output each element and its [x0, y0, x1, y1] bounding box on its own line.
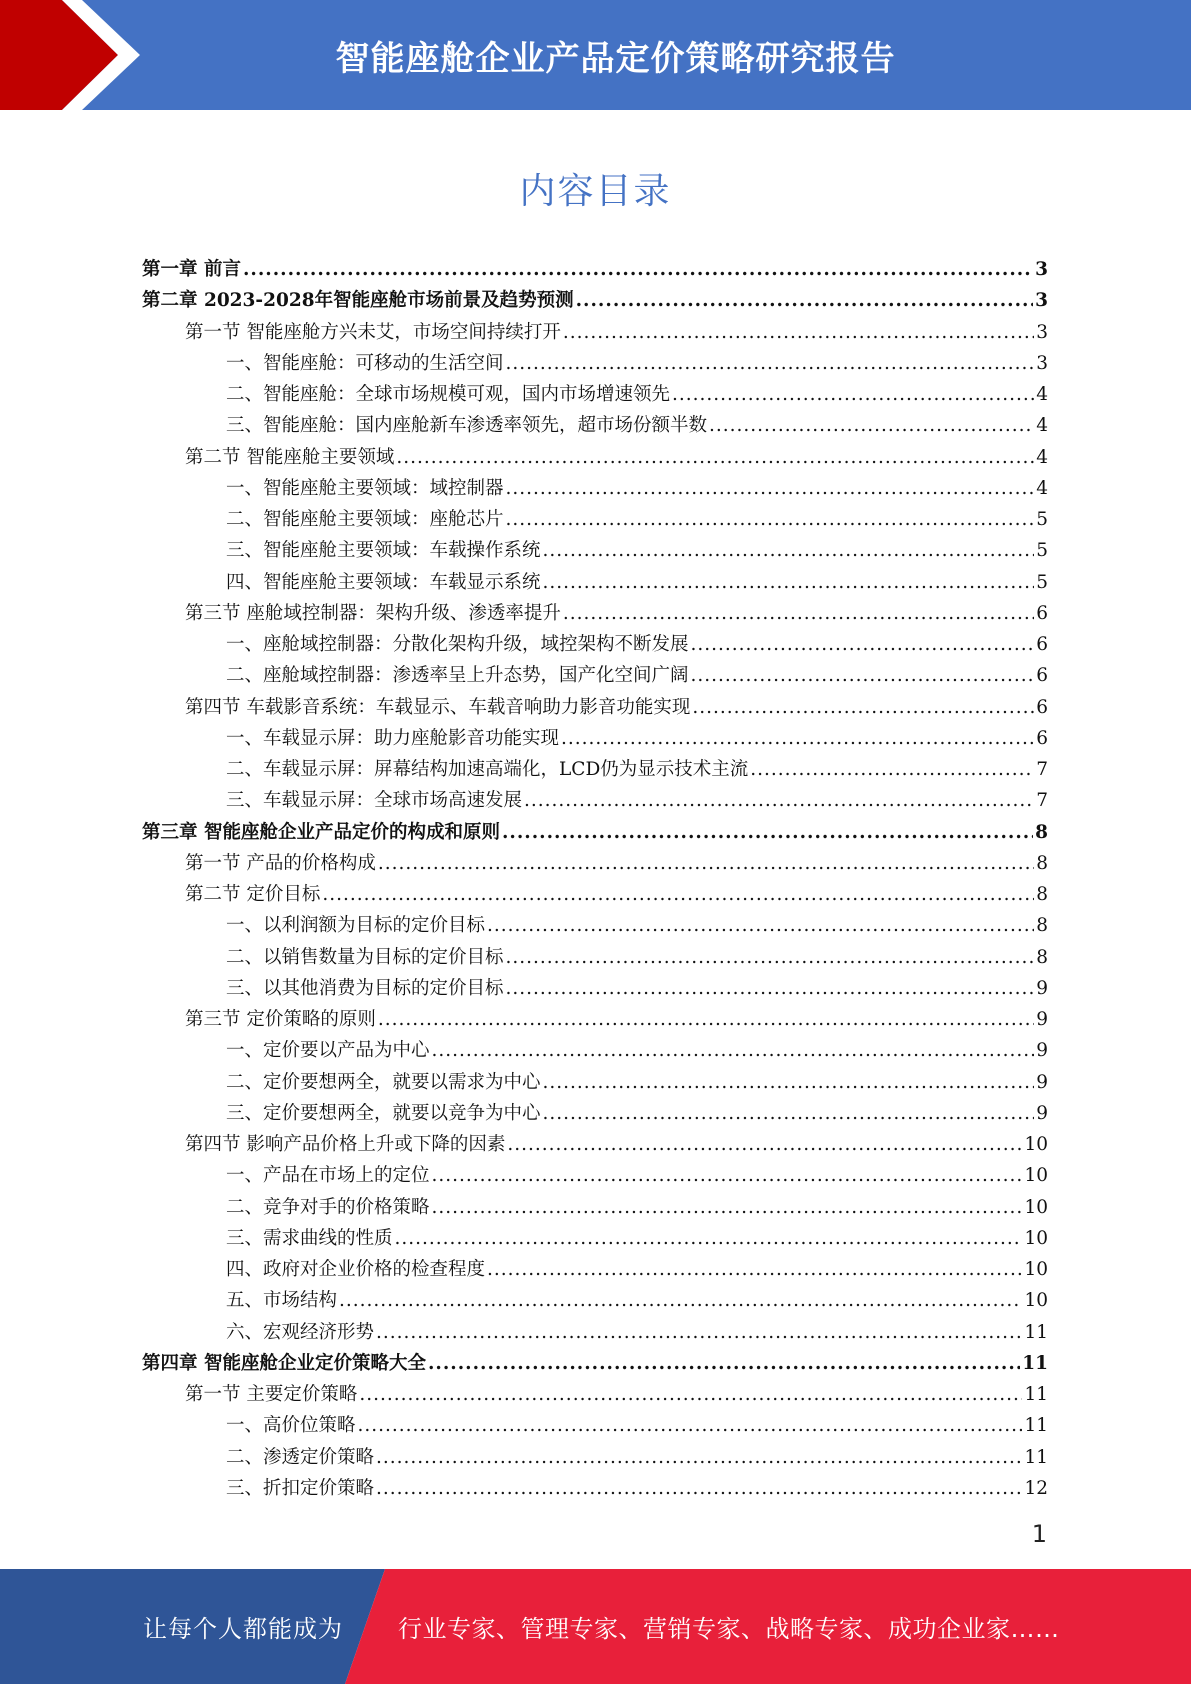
toc-entry-title: 第一章 前言 [142, 259, 241, 280]
toc-entry-page: 8 [1036, 852, 1048, 874]
toc-entry[interactable] [142, 285, 1048, 316]
toc-entry[interactable] [142, 1379, 1048, 1410]
toc-dot-leader [432, 1192, 1023, 1223]
toc-entry-title: 第二章 2023-2028年智能座舱市场前景及趋势预测 [142, 290, 574, 312]
footer-slogan-left: 让每个人都能成为 [143, 1615, 343, 1643]
toc-dot-leader [376, 1317, 1022, 1348]
toc-entry-title: 三、智能座舱：国内座舱新车渗透率领先，超市场份额半数 [226, 415, 708, 437]
toc-dot-leader [378, 1004, 1034, 1035]
toc-dot-leader [339, 1285, 1022, 1316]
toc-entry-page: 10 [1024, 1134, 1048, 1155]
toc-entry-title: 三、智能座舱主要领域：车载操作系统 [226, 540, 541, 562]
toc-entry[interactable] [142, 1410, 1048, 1441]
toc-entry-title: 四、政府对企业价格的检查程度 [226, 1259, 486, 1280]
toc-dot-leader [432, 1160, 1023, 1191]
toc-entry-page: 11 [1024, 1384, 1048, 1405]
toc-entry-title: 三、定价要想两全，就要以竞争为中心 [226, 1102, 541, 1124]
toc-entry-title: 第一节 主要定价策略 [185, 1384, 358, 1405]
report-header [0, 0, 1191, 110]
toc-entry[interactable] [142, 754, 1048, 785]
toc-entry-title: 一、产品在市场上的定位 [226, 1165, 430, 1187]
toc-entry-title: 二、定价要想两全，就要以需求为中心 [226, 1071, 541, 1093]
toc-entry-title: 一、智能座舱主要领域：域控制器 [226, 477, 504, 499]
toc-entry-page: 8 [1036, 946, 1048, 968]
toc-entry[interactable] [142, 629, 1048, 660]
toc-entry-page: 3 [1035, 290, 1048, 312]
page-number: 1 [1031, 1520, 1047, 1548]
toc-entry-title: 一、以利润额为目标的定价目标 [226, 915, 486, 937]
toc-entry-title: 二、智能座舱主要领域：座舱芯片 [226, 509, 504, 530]
toc-entry-title: 二、竞争对手的价格策略 [226, 1196, 430, 1218]
toc-entry[interactable] [142, 1473, 1048, 1504]
toc-entry-title: 第一节 智能座舱方兴未艾，市场空间持续打开 [185, 321, 561, 343]
toc-entry-page: 4 [1036, 477, 1048, 499]
toc-entry-page: 11 [1024, 1321, 1048, 1343]
toc-entry-title: 一、定价要以产品为中心 [226, 1040, 430, 1062]
toc-entry-title: 第三节 座舱域控制器：架构升级、渗透率提升 [185, 602, 561, 624]
toc-entry-title: 二、以销售数量为目标的定价目标 [226, 946, 504, 968]
toc-entry-title: 一、智能座舱：可移动的生活空间 [226, 352, 504, 374]
toc-entry-title: 第二节 智能座舱主要领域 [185, 446, 395, 468]
toc-entry-page: 4 [1036, 384, 1048, 405]
toc-entry-page: 10 [1024, 1290, 1048, 1312]
toc-entry[interactable] [142, 660, 1048, 691]
toc-entry-title: 四、智能座舱主要领域：车载显示系统 [226, 571, 541, 593]
toc-entry-page: 3 [1036, 352, 1048, 374]
toc-dot-leader [576, 285, 1034, 316]
toc-entry-page: 8 [1036, 915, 1048, 937]
toc-dot-leader [524, 785, 1034, 816]
toc-dot-leader [543, 567, 1035, 598]
toc-entry-title: 第四节 车载影音系统：车载显示、车载音响助力影音功能实现 [185, 696, 691, 718]
toc-entry[interactable] [142, 1098, 1048, 1129]
toc-entry-title: 一、车载显示屏：助力座舱影音功能实现 [226, 727, 560, 749]
toc-entry[interactable] [142, 848, 1048, 879]
toc-dot-leader [543, 1098, 1035, 1129]
toc-entry-page: 12 [1024, 1477, 1048, 1499]
toc-entry-title: 第三节 定价策略的原则 [185, 1009, 376, 1030]
toc-entry-page: 8 [1036, 884, 1048, 905]
toc-dot-leader [432, 1035, 1035, 1066]
toc-entry-title: 第四节 影响产品价格上升或下降的因素 [185, 1134, 506, 1155]
toc-entry-page: 11 [1024, 1446, 1048, 1468]
toc-entry[interactable] [142, 785, 1048, 816]
toc-dot-leader [692, 692, 1034, 723]
toc-entry-title: 三、以其他消费为目标的定价目标 [226, 977, 504, 999]
toc-entry-title: 一、高价位策略 [226, 1415, 356, 1437]
toc-entry[interactable] [142, 535, 1048, 566]
toc-entry-page: 4 [1036, 446, 1048, 468]
toc-entry[interactable] [142, 1129, 1048, 1160]
toc-entry-page: 10 [1024, 1196, 1048, 1218]
toc-entry-page: 4 [1036, 415, 1048, 437]
toc-entry-title: 第三章 智能座舱企业产品定价的构成和原则 [142, 821, 500, 843]
toc-dot-leader [487, 1254, 1022, 1285]
toc-entry-title: 三、需求曲线的性质 [226, 1227, 393, 1249]
toc-dot-leader [506, 973, 1035, 1004]
toc-dot-leader [378, 848, 1034, 879]
toc-dot-leader [691, 629, 1035, 660]
toc-dot-leader [376, 1473, 1022, 1504]
toc-entry[interactable] [142, 817, 1048, 848]
toc-entry[interactable] [142, 1223, 1048, 1254]
toc-dot-leader [750, 754, 1034, 785]
toc-dot-leader [691, 660, 1035, 691]
toc-entry-page: 11 [1024, 1415, 1048, 1437]
toc-entry-page: 11 [1022, 1352, 1048, 1374]
toc-entry[interactable] [142, 1192, 1048, 1223]
toc-dot-leader [543, 535, 1035, 566]
toc-entry[interactable] [142, 1317, 1048, 1348]
toc-dot-leader [506, 504, 1035, 535]
toc-entry[interactable] [142, 598, 1048, 629]
toc-dot-leader [359, 1379, 1022, 1410]
toc-dot-leader [487, 910, 1034, 941]
toc-entry[interactable] [142, 1035, 1048, 1066]
toc-entry-title: 三、车载显示屏：全球市场高速发展 [226, 790, 523, 812]
toc-entry-title: 二、渗透定价策略 [226, 1446, 375, 1468]
toc-entry[interactable] [142, 254, 1048, 285]
toc-entry[interactable] [142, 442, 1048, 473]
toc-entry-title: 二、座舱域控制器：渗透率呈上升态势，国产化空间广阔 [226, 665, 689, 687]
toc-entry[interactable] [142, 1348, 1048, 1379]
toc-entry-title: 第二节 定价目标 [185, 884, 321, 905]
toc-entry-page: 5 [1036, 509, 1048, 530]
toc-entry-page: 5 [1036, 540, 1048, 562]
toc-entry[interactable] [142, 567, 1048, 598]
toc-entry-page: 3 [1036, 321, 1048, 343]
toc-entry-page: 9 [1036, 1040, 1048, 1062]
toc-dot-leader [358, 1410, 1023, 1441]
toc-dot-leader [672, 379, 1034, 410]
toc-entry[interactable] [142, 1004, 1048, 1035]
toc-entry-title: 二、智能座舱：全球市场规模可观，国内市场增速领先 [226, 384, 671, 405]
toc-dot-leader [561, 723, 1034, 754]
toc-dot-leader [506, 473, 1035, 504]
toc-entry-page: 9 [1036, 1102, 1048, 1124]
toc-entry-title: 第一节 产品的价格构成 [185, 852, 376, 874]
report-title: 智能座舱企业产品定价策略研究报告 [335, 38, 896, 79]
toc-dot-leader [395, 1223, 1023, 1254]
toc-dot-leader [543, 1067, 1035, 1098]
toc-entry[interactable] [142, 410, 1048, 441]
footer-slogan-right: 行业专家、管理专家、营销专家、战略专家、成功企业家…… [398, 1615, 1060, 1643]
toc-dot-leader [502, 817, 1033, 848]
toc-entry[interactable] [142, 317, 1048, 348]
toc-entry[interactable] [142, 1160, 1048, 1191]
toc-dot-leader [376, 1442, 1022, 1473]
toc-entry[interactable] [142, 692, 1048, 723]
toc-entry[interactable] [142, 1254, 1048, 1285]
toc-entry-title: 一、座舱域控制器：分散化架构升级，域控架构不断发展 [226, 634, 689, 655]
toc-dot-leader [563, 317, 1034, 348]
report-footer [0, 1569, 1191, 1684]
toc-entry[interactable] [142, 879, 1048, 910]
toc-entry[interactable] [142, 473, 1048, 504]
toc-entry-page: 7 [1036, 759, 1048, 780]
toc-entry-page: 6 [1036, 727, 1048, 749]
toc-entry-page: 6 [1036, 602, 1048, 624]
toc-dot-leader [709, 410, 1034, 441]
toc-entry[interactable] [142, 1067, 1048, 1098]
toc-entry-page: 6 [1036, 634, 1048, 655]
toc-entry[interactable] [142, 504, 1048, 535]
toc-entry-page: 10 [1024, 1259, 1048, 1280]
toc-dot-leader [507, 1129, 1022, 1160]
toc-entry-title: 六、宏观经济形势 [226, 1321, 375, 1343]
table-of-contents [142, 254, 1048, 1504]
toc-entry-page: 6 [1036, 696, 1048, 718]
toc-dot-leader [428, 1348, 1020, 1379]
toc-entry-page: 9 [1036, 1071, 1048, 1093]
toc-entry[interactable] [142, 1285, 1048, 1316]
toc-dot-leader [506, 942, 1035, 973]
toc-entry-page: 5 [1036, 571, 1048, 593]
toc-dot-leader [563, 598, 1034, 629]
toc-entry-title: 第四章 智能座舱企业定价策略大全 [142, 1352, 426, 1374]
toc-entry-page: 3 [1035, 259, 1048, 280]
toc-dot-leader [396, 442, 1034, 473]
toc-entry[interactable] [142, 910, 1048, 941]
toc-entry-page: 6 [1036, 665, 1048, 687]
toc-entry[interactable] [142, 973, 1048, 1004]
toc-entry[interactable] [142, 348, 1048, 379]
toc-entry-page: 7 [1036, 790, 1048, 812]
toc-heading: 内容目录 [519, 171, 672, 212]
toc-entry-title: 五、市场结构 [226, 1290, 338, 1312]
toc-entry[interactable] [142, 942, 1048, 973]
toc-entry-page: 9 [1036, 977, 1048, 999]
toc-entry-title: 三、折扣定价策略 [226, 1477, 375, 1499]
toc-entry[interactable] [142, 723, 1048, 754]
toc-entry-page: 10 [1024, 1227, 1048, 1249]
toc-entry-title: 二、车载显示屏：屏幕结构加速高端化，LCD仍为显示技术主流 [226, 759, 749, 780]
toc-dot-leader [322, 879, 1034, 910]
toc-entry-page: 9 [1036, 1009, 1048, 1030]
toc-dot-leader [243, 254, 1033, 285]
toc-entry[interactable] [142, 1442, 1048, 1473]
toc-entry-page: 10 [1024, 1165, 1048, 1187]
toc-entry[interactable] [142, 379, 1048, 410]
toc-dot-leader [506, 348, 1035, 379]
toc-entry-page: 8 [1035, 821, 1048, 843]
